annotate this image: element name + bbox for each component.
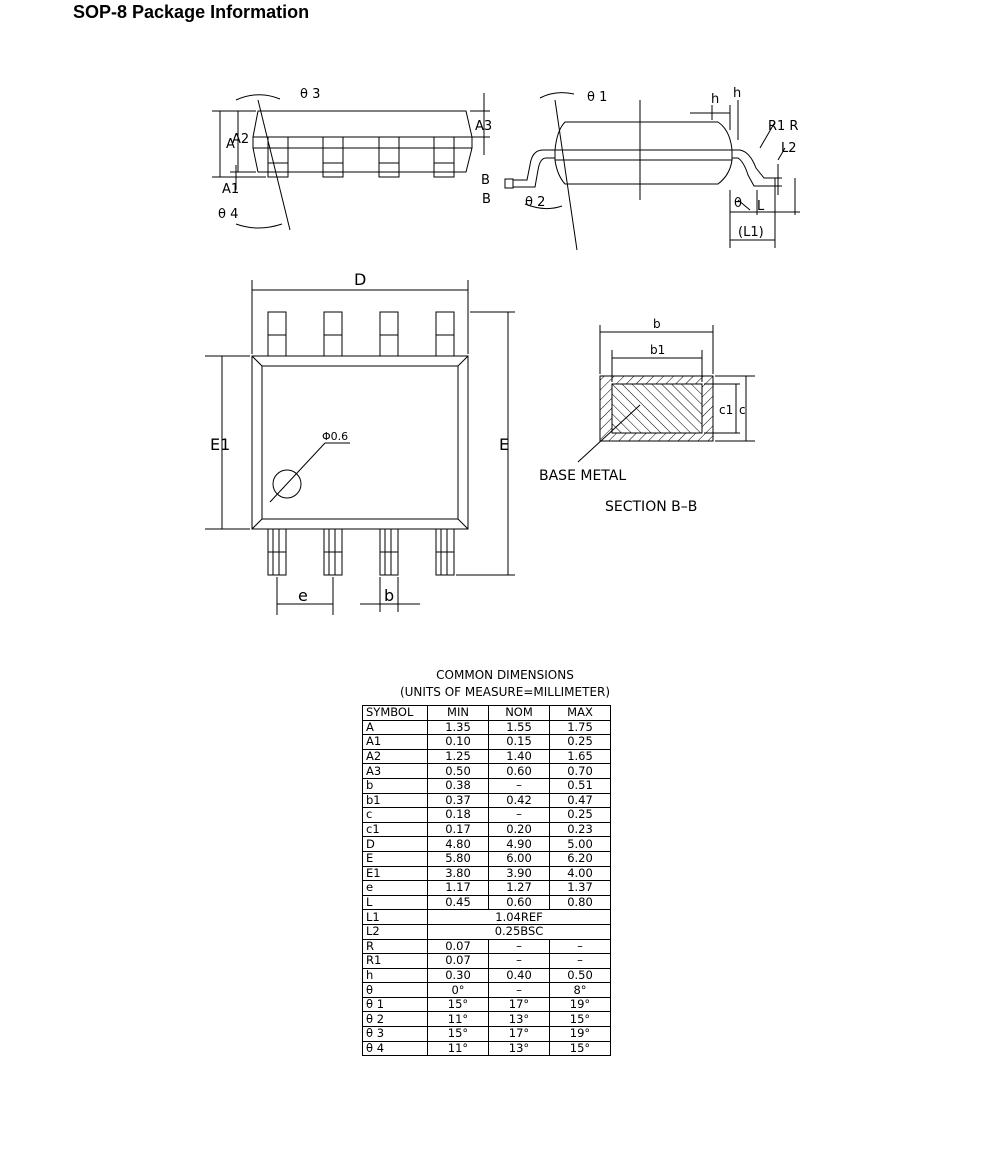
cell-min: 0.07 [428, 939, 489, 954]
cell-symbol: A2 [363, 749, 428, 764]
label-b: b [384, 586, 395, 605]
table-row [363, 1027, 611, 1042]
cell-symbol: c [363, 808, 428, 823]
table-row [363, 881, 611, 896]
label-base-metal: BASE METAL [539, 468, 627, 484]
label-R1R: R1 R [768, 119, 799, 134]
table-row [363, 749, 611, 764]
cell-min: 1.35 [428, 720, 489, 735]
cell-min: 5.80 [428, 851, 489, 866]
cell-span-value: 0.25BSC [428, 924, 611, 939]
label-sec-b: b [653, 317, 661, 331]
table-row [363, 735, 611, 750]
cell-symbol: b [363, 778, 428, 793]
cell-max: 1.65 [550, 749, 611, 764]
table-row [363, 895, 611, 910]
label-D: D [354, 270, 367, 289]
cell-symbol: θ 2 [363, 1012, 428, 1027]
cell-max: 4.00 [550, 866, 611, 881]
cell-symbol: θ 1 [363, 997, 428, 1012]
header-symbol: SYMBOL [363, 706, 428, 721]
cell-max: – [550, 954, 611, 969]
cell-min: 4.80 [428, 837, 489, 852]
cell-min: 0.50 [428, 764, 489, 779]
cell-nom: – [489, 954, 550, 969]
table-row [363, 851, 611, 866]
cell-max: – [550, 939, 611, 954]
label-L2: L2 [781, 141, 797, 156]
cell-symbol: E [363, 851, 428, 866]
label-E1: E1 [210, 435, 231, 454]
table-row [363, 808, 611, 823]
cell-min: 0.07 [428, 954, 489, 969]
cell-max: 0.70 [550, 764, 611, 779]
cell-max: 1.75 [550, 720, 611, 735]
cell-min: 15° [428, 1027, 489, 1042]
dimensions-block [360, 667, 650, 1056]
cell-span-value: 1.04REF [428, 910, 611, 925]
cell-min: 3.80 [428, 866, 489, 881]
table-row [363, 997, 611, 1012]
table-row [363, 793, 611, 808]
table-row [363, 720, 611, 735]
cell-min: 11° [428, 1041, 489, 1056]
cell-max: 15° [550, 1041, 611, 1056]
dimensions-table [362, 705, 611, 1056]
table-row [363, 764, 611, 779]
section-b-b [578, 325, 755, 462]
cell-nom: 1.27 [489, 881, 550, 896]
label-A1: A1 [222, 182, 240, 197]
cell-max: 0.51 [550, 778, 611, 793]
label-phi: Φ0.6 [322, 430, 349, 443]
cell-max: 19° [550, 997, 611, 1012]
cell-nom: 6.00 [489, 851, 550, 866]
cell-symbol: A1 [363, 735, 428, 750]
cell-max: 0.47 [550, 793, 611, 808]
cell-symbol: h [363, 968, 428, 983]
cell-max: 0.25 [550, 735, 611, 750]
dimensions-table-body [363, 720, 611, 1056]
cell-symbol: E1 [363, 866, 428, 881]
cell-nom: 0.42 [489, 793, 550, 808]
cell-min: 0.10 [428, 735, 489, 750]
table-row [363, 822, 611, 837]
top-view [205, 280, 515, 615]
label-sec-b1: b1 [650, 343, 666, 357]
cell-min: 0.38 [428, 778, 489, 793]
cell-symbol: b1 [363, 793, 428, 808]
cell-min: 0° [428, 983, 489, 998]
cell-symbol: A [363, 720, 428, 735]
table-row [363, 910, 611, 925]
cell-nom: 1.40 [489, 749, 550, 764]
cell-min: 11° [428, 1012, 489, 1027]
label-theta1: θ 1 [587, 90, 608, 105]
label-theta: θ [734, 196, 742, 211]
cell-min: 1.17 [428, 881, 489, 896]
cell-min: 0.30 [428, 968, 489, 983]
cell-symbol: L1 [363, 910, 428, 925]
cell-symbol: D [363, 837, 428, 852]
table-row [363, 837, 611, 852]
cell-min: 0.45 [428, 895, 489, 910]
table-row [363, 983, 611, 998]
cell-nom: 1.55 [489, 720, 550, 735]
cell-nom: 4.90 [489, 837, 550, 852]
cell-symbol: c1 [363, 822, 428, 837]
cell-max: 19° [550, 1027, 611, 1042]
label-theta3: θ 3 [300, 87, 321, 102]
table-row [363, 924, 611, 939]
label-sec-c: c [739, 403, 746, 417]
table-row [363, 954, 611, 969]
label-B-bottom: B [482, 192, 491, 207]
label-theta4: θ 4 [218, 207, 239, 222]
label-A2: A2 [232, 132, 250, 147]
cell-nom: 3.90 [489, 866, 550, 881]
header-nom: NOM [489, 706, 550, 721]
side-view-left [212, 93, 493, 230]
table-row [363, 1041, 611, 1056]
label-section: SECTION B–B [605, 499, 698, 515]
label-h2: h [733, 86, 742, 101]
table-row [363, 939, 611, 954]
cell-max: 0.23 [550, 822, 611, 837]
cell-nom: – [489, 939, 550, 954]
cell-symbol: θ 4 [363, 1041, 428, 1056]
cell-nom: 13° [489, 1012, 550, 1027]
cell-min: 0.18 [428, 808, 489, 823]
table-row [363, 778, 611, 793]
cell-nom: 0.60 [489, 895, 550, 910]
cell-symbol: θ 3 [363, 1027, 428, 1042]
cell-symbol: L2 [363, 924, 428, 939]
cell-nom: 0.15 [489, 735, 550, 750]
cell-nom: – [489, 778, 550, 793]
label-L1: (L1) [738, 225, 764, 240]
cell-nom: 0.40 [489, 968, 550, 983]
cell-nom: – [489, 808, 550, 823]
label-E: E [499, 435, 510, 454]
label-A: A [226, 137, 235, 152]
dimensions-subtitle: (UNITS OF MEASURE=MILLIMETER) [399, 685, 611, 699]
cell-min: 1.25 [428, 749, 489, 764]
cell-max: 1.37 [550, 881, 611, 896]
cell-min: 0.37 [428, 793, 489, 808]
page-title: SOP-8 Package Information [73, 2, 310, 22]
cell-max: 5.00 [550, 837, 611, 852]
cell-nom: – [489, 983, 550, 998]
header-min: MIN [428, 706, 489, 721]
cell-max: 0.80 [550, 895, 611, 910]
header-max: MAX [550, 706, 611, 721]
cell-max: 0.50 [550, 968, 611, 983]
label-B-top: B [481, 173, 490, 188]
label-L: L [757, 199, 765, 214]
cell-max: 15° [550, 1012, 611, 1027]
cell-min: 15° [428, 997, 489, 1012]
cell-symbol: R1 [363, 954, 428, 969]
cell-nom: 17° [489, 1027, 550, 1042]
table-row [363, 1012, 611, 1027]
label-theta2: θ 2 [525, 195, 546, 210]
cell-nom: 0.60 [489, 764, 550, 779]
cell-nom: 13° [489, 1041, 550, 1056]
label-e: e [298, 586, 308, 605]
cell-nom: 0.20 [489, 822, 550, 837]
cell-symbol: L [363, 895, 428, 910]
cell-nom: 17° [489, 997, 550, 1012]
cell-symbol: A3 [363, 764, 428, 779]
table-row [363, 968, 611, 983]
cell-symbol: e [363, 881, 428, 896]
cell-symbol: θ [363, 983, 428, 998]
label-sec-c1: c1 [719, 403, 734, 417]
cell-max: 6.20 [550, 851, 611, 866]
label-h1: h [711, 92, 720, 107]
cell-symbol: R [363, 939, 428, 954]
cell-max: 8° [550, 983, 611, 998]
cell-max: 0.25 [550, 808, 611, 823]
dimensions-title: COMMON DIMENSIONS [436, 668, 574, 682]
table-header-row [363, 706, 611, 721]
table-row [363, 866, 611, 881]
label-A3: A3 [475, 119, 493, 134]
cell-min: 0.17 [428, 822, 489, 837]
